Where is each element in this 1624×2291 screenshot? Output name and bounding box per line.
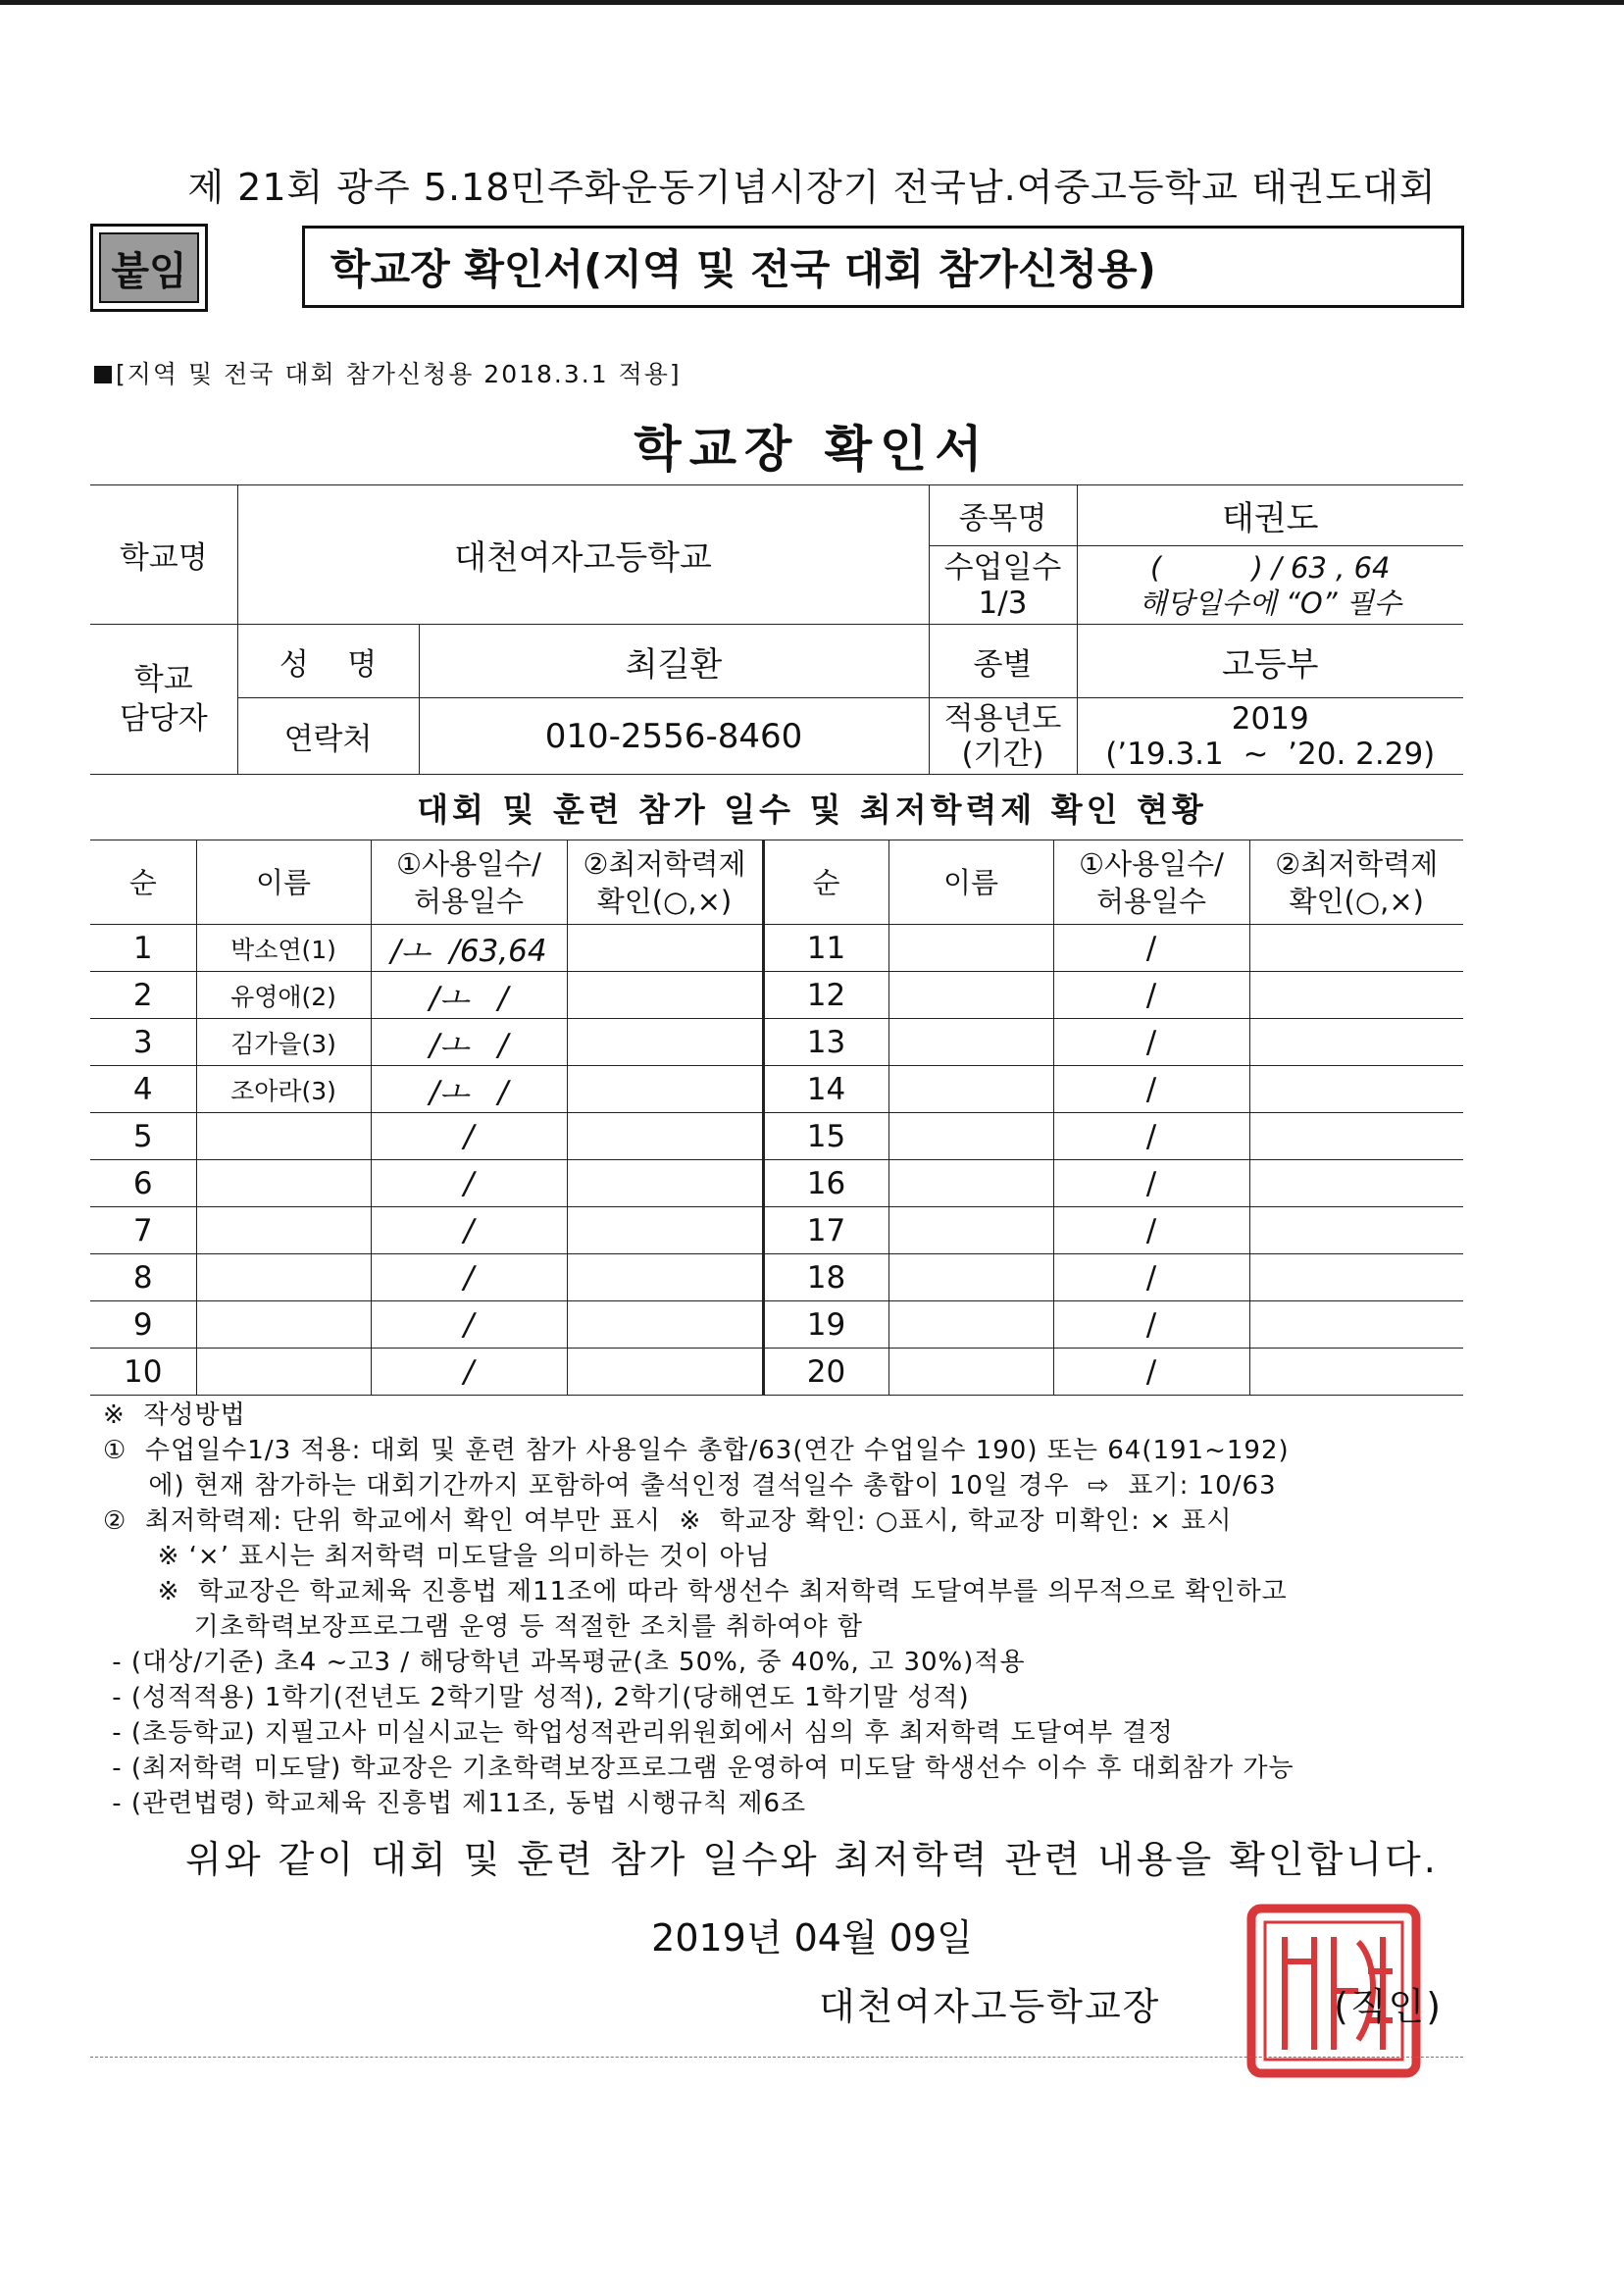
row-no: 9 xyxy=(90,1301,196,1349)
header-check xyxy=(567,840,763,925)
row-days: / xyxy=(371,1160,567,1207)
row-check-right xyxy=(1249,972,1463,1019)
row-check xyxy=(567,1301,763,1349)
row-days: / xyxy=(371,1113,567,1160)
note-line: - (최저학력 미도달) 학교장은 기초학력보장프로그램 운영하여 미도달 학생선수 이수 후 대회참가 가능 xyxy=(103,1754,1294,1783)
days-value xyxy=(1077,546,1463,625)
row-no-right: 20 xyxy=(763,1349,888,1396)
row-no-right: 18 xyxy=(763,1254,888,1301)
roster-row xyxy=(90,925,1463,972)
header-no-right: 순 xyxy=(763,840,888,925)
row-days-right: / xyxy=(1053,925,1249,972)
attachment-label: 붙임 xyxy=(99,232,199,303)
row-check-right xyxy=(1249,1160,1463,1207)
row-check-right xyxy=(1249,1349,1463,1396)
row-days: / xyxy=(371,1207,567,1254)
row-check xyxy=(567,925,763,972)
row-no: 5 xyxy=(90,1113,196,1160)
row-name-right xyxy=(888,1113,1053,1160)
apply-note-text: [지역 및 전국 대회 참가신청용 2018.3.1 적용] xyxy=(116,360,682,388)
year-value-line1: 2019 xyxy=(1231,700,1309,737)
header-check-right-line2: 확인(○,×) xyxy=(1289,884,1424,918)
row-name: 조아라(3) xyxy=(196,1066,371,1113)
year-label-line1: 적용년도 xyxy=(943,700,1062,737)
contact-value: 010-2556-8460 xyxy=(419,698,929,775)
row-days: /ㅗ /63,64 xyxy=(371,925,567,972)
row-no: 2 xyxy=(90,972,196,1019)
row-no: 1 xyxy=(90,925,196,972)
row-name: 김가을(3) xyxy=(196,1019,371,1066)
row-no-right: 14 xyxy=(763,1066,888,1113)
row-days-right: / xyxy=(1053,972,1249,1019)
row-name-right xyxy=(888,1066,1053,1113)
row-name-right xyxy=(888,1160,1053,1207)
days-value-line2: 해당일수에 “O” 필수 xyxy=(1139,585,1401,620)
row-days: / xyxy=(371,1254,567,1301)
year-label xyxy=(929,698,1077,775)
roster-row xyxy=(90,1019,1463,1066)
row-name xyxy=(196,1207,371,1254)
note-line: - (초등학교) 지필고사 미실시교는 학업성적관리위원회에서 심의 후 최저학력 도달여부 결정 xyxy=(103,1718,1174,1748)
row-days: /ㅗ / xyxy=(371,972,567,1019)
row-no-right: 15 xyxy=(763,1113,888,1160)
apply-note xyxy=(94,355,682,390)
top-border-line xyxy=(0,0,1624,5)
days-value-line1: ( ) / 63 , 64 xyxy=(1150,550,1391,585)
row-check-right xyxy=(1249,1019,1463,1066)
header-check-line1: ②최저학력제 xyxy=(583,846,746,881)
header-check-right xyxy=(1249,840,1463,925)
header-no: 순 xyxy=(90,840,196,925)
row-name-right xyxy=(888,1019,1053,1066)
header-check-line2: 확인(○,×) xyxy=(596,884,733,918)
staff-label-line1: 학교 xyxy=(133,662,193,697)
row-name xyxy=(196,1113,371,1160)
row-no-right: 16 xyxy=(763,1160,888,1207)
year-value-line2: (’19.3.1 ~ ’20. 2.29) xyxy=(1105,736,1436,772)
note-line: - (관련법령) 학교체육 진흥법 제11조, 동법 시행규칙 제6조 xyxy=(103,1789,807,1818)
row-check xyxy=(567,1160,763,1207)
square-bullet-icon xyxy=(94,366,112,383)
row-name xyxy=(196,1301,371,1349)
event-title: 제 21회 광주 5.18민주화운동기념시장기 전국남.여중고등학교 태권도대회 xyxy=(187,166,1437,209)
notes-block xyxy=(103,1398,1496,1821)
row-check xyxy=(567,1254,763,1301)
row-no: 8 xyxy=(90,1254,196,1301)
roster-row xyxy=(90,1160,1463,1207)
seal-label: (직인) xyxy=(1334,1985,1444,2028)
note-line: - (성적적용) 1학기(전년도 2학기말 성적), 2학기(당해연도 1학기말 성적) xyxy=(103,1683,970,1712)
note-line: - (대상/기준) 초4 ~고3 / 해당학년 과목평균(초 50%, 중 40%, 고 30%)적용 xyxy=(103,1648,1026,1677)
school-info-table xyxy=(90,484,1463,775)
row-name xyxy=(196,1254,371,1301)
row-check-right xyxy=(1249,1207,1463,1254)
document-title: 학교장 확인서 xyxy=(634,421,990,478)
row-check-right xyxy=(1249,1113,1463,1160)
row-no: 3 xyxy=(90,1019,196,1066)
school-label: 학교명 xyxy=(90,485,237,625)
year-value xyxy=(1077,698,1463,775)
year-label-line2: (기간) xyxy=(961,736,1044,772)
row-days: /ㅗ / xyxy=(371,1066,567,1113)
row-no: 10 xyxy=(90,1349,196,1396)
row-name xyxy=(196,1160,371,1207)
roster-row xyxy=(90,1301,1463,1349)
signature-date: 2019년 04월 09일 xyxy=(651,1916,973,1960)
row-no-right: 17 xyxy=(763,1207,888,1254)
row-days: / xyxy=(371,1301,567,1349)
status-section-title: 대회 및 훈련 참가 일수 및 최저학력제 확인 현황 xyxy=(417,790,1207,829)
row-days-right: / xyxy=(1053,1019,1249,1066)
row-no-right: 13 xyxy=(763,1019,888,1066)
row-name-right xyxy=(888,1301,1053,1349)
note-line: 에) 현재 참가하는 대회기간까지 포함하여 출석인정 결석일수 총합이 10일 경우 ⇨ 표기: 10/63 xyxy=(103,1471,1277,1501)
days-label-line2: 1/3 xyxy=(978,585,1028,621)
row-days-right: / xyxy=(1053,1113,1249,1160)
header-check-right-line1: ②최저학력제 xyxy=(1275,846,1439,881)
row-name-right xyxy=(888,1207,1053,1254)
staff-label xyxy=(90,625,237,775)
row-name-right xyxy=(888,972,1053,1019)
principal-name: 대천여자고등학교장 xyxy=(819,1985,1161,2028)
row-check-right xyxy=(1249,1066,1463,1113)
name-value: 최길환 xyxy=(419,625,929,698)
roster-table xyxy=(90,840,1463,1396)
header-days xyxy=(371,840,567,925)
row-days-right: / xyxy=(1053,1066,1249,1113)
row-no-right: 11 xyxy=(763,925,888,972)
row-check-right xyxy=(1249,1254,1463,1301)
row-no-right: 12 xyxy=(763,972,888,1019)
note-line: ※ ‘×’ 표시는 최저학력 미도달을 의미하는 것이 아님 xyxy=(103,1542,771,1571)
header-name-right: 이름 xyxy=(888,840,1053,925)
header-days-line2: 허용일수 xyxy=(413,884,525,918)
note-line: ※ 작성방법 xyxy=(103,1400,246,1430)
division-label: 종별 xyxy=(929,625,1077,698)
row-name: 박소연(1) xyxy=(196,925,371,972)
contact-label: 연락처 xyxy=(237,698,419,775)
days-label xyxy=(929,546,1077,625)
row-days: /ㅗ / xyxy=(371,1019,567,1066)
header-days-line1: ①사용일수/ xyxy=(396,846,541,881)
row-check xyxy=(567,1349,763,1396)
row-check xyxy=(567,1066,763,1113)
row-no: 6 xyxy=(90,1160,196,1207)
header-days-right xyxy=(1053,840,1249,925)
row-days-right: / xyxy=(1053,1301,1249,1349)
attachment-badge xyxy=(90,224,208,312)
staff-label-line2: 담당자 xyxy=(119,701,208,737)
document-type-box: 학교장 확인서(지역 및 전국 대회 참가신청용) xyxy=(302,226,1464,308)
row-days-right: / xyxy=(1053,1349,1249,1396)
confirmation-statement: 위와 같이 대회 및 훈련 참가 일수와 최저학력 관련 내용을 확인합니다. xyxy=(185,1838,1439,1881)
name-label: 성 명 xyxy=(237,625,419,698)
row-no-right: 19 xyxy=(763,1301,888,1349)
row-no: 7 xyxy=(90,1207,196,1254)
row-check-right xyxy=(1249,1301,1463,1349)
roster-row xyxy=(90,972,1463,1019)
row-days-right: / xyxy=(1053,1160,1249,1207)
row-no: 4 xyxy=(90,1066,196,1113)
header-days-right-line2: 허용일수 xyxy=(1095,884,1207,918)
sport-label: 종목명 xyxy=(929,485,1077,546)
row-check xyxy=(567,1113,763,1160)
note-line: 기초학력보장프로그램 운영 등 적절한 조치를 취하여야 함 xyxy=(103,1612,864,1642)
sport-value: 태권도 xyxy=(1077,485,1463,546)
roster-header-row xyxy=(90,840,1463,925)
roster-row xyxy=(90,1254,1463,1301)
bottom-dashed-rule xyxy=(90,2057,1463,2058)
row-days: / xyxy=(371,1349,567,1396)
roster-row xyxy=(90,1349,1463,1396)
row-name xyxy=(196,1349,371,1396)
row-name-right xyxy=(888,925,1053,972)
header-days-right-line1: ①사용일수/ xyxy=(1079,846,1224,881)
row-days-right: / xyxy=(1053,1254,1249,1301)
row-check-right xyxy=(1249,925,1463,972)
row-check xyxy=(567,972,763,1019)
days-label-line1: 수업일수 xyxy=(943,549,1062,585)
row-check xyxy=(567,1207,763,1254)
row-check xyxy=(567,1019,763,1066)
school-name: 대천여자고등학교 xyxy=(237,485,929,625)
note-line: ※ 학교장은 학교체육 진흥법 제11조에 따라 학생선수 최저학력 도달여부를 의무적으로 확인하고 xyxy=(103,1577,1288,1606)
note-line: ② 최저학력제: 단위 학교에서 확인 여부만 표시 ※ 학교장 확인: ○표시, 학교장 미확인: × 표시 xyxy=(103,1506,1233,1536)
roster-row xyxy=(90,1207,1463,1254)
note-line: ① 수업일수1/3 적용: 대회 및 훈련 참가 사용일수 총합/63(연간 수업일수 190) 또는 64(191~192) xyxy=(103,1436,1290,1465)
row-name: 유영애(2) xyxy=(196,972,371,1019)
row-days-right: / xyxy=(1053,1207,1249,1254)
header-name: 이름 xyxy=(196,840,371,925)
roster-row xyxy=(90,1113,1463,1160)
division-value: 고등부 xyxy=(1077,625,1463,698)
row-name-right xyxy=(888,1254,1053,1301)
row-name-right xyxy=(888,1349,1053,1396)
roster-row xyxy=(90,1066,1463,1113)
